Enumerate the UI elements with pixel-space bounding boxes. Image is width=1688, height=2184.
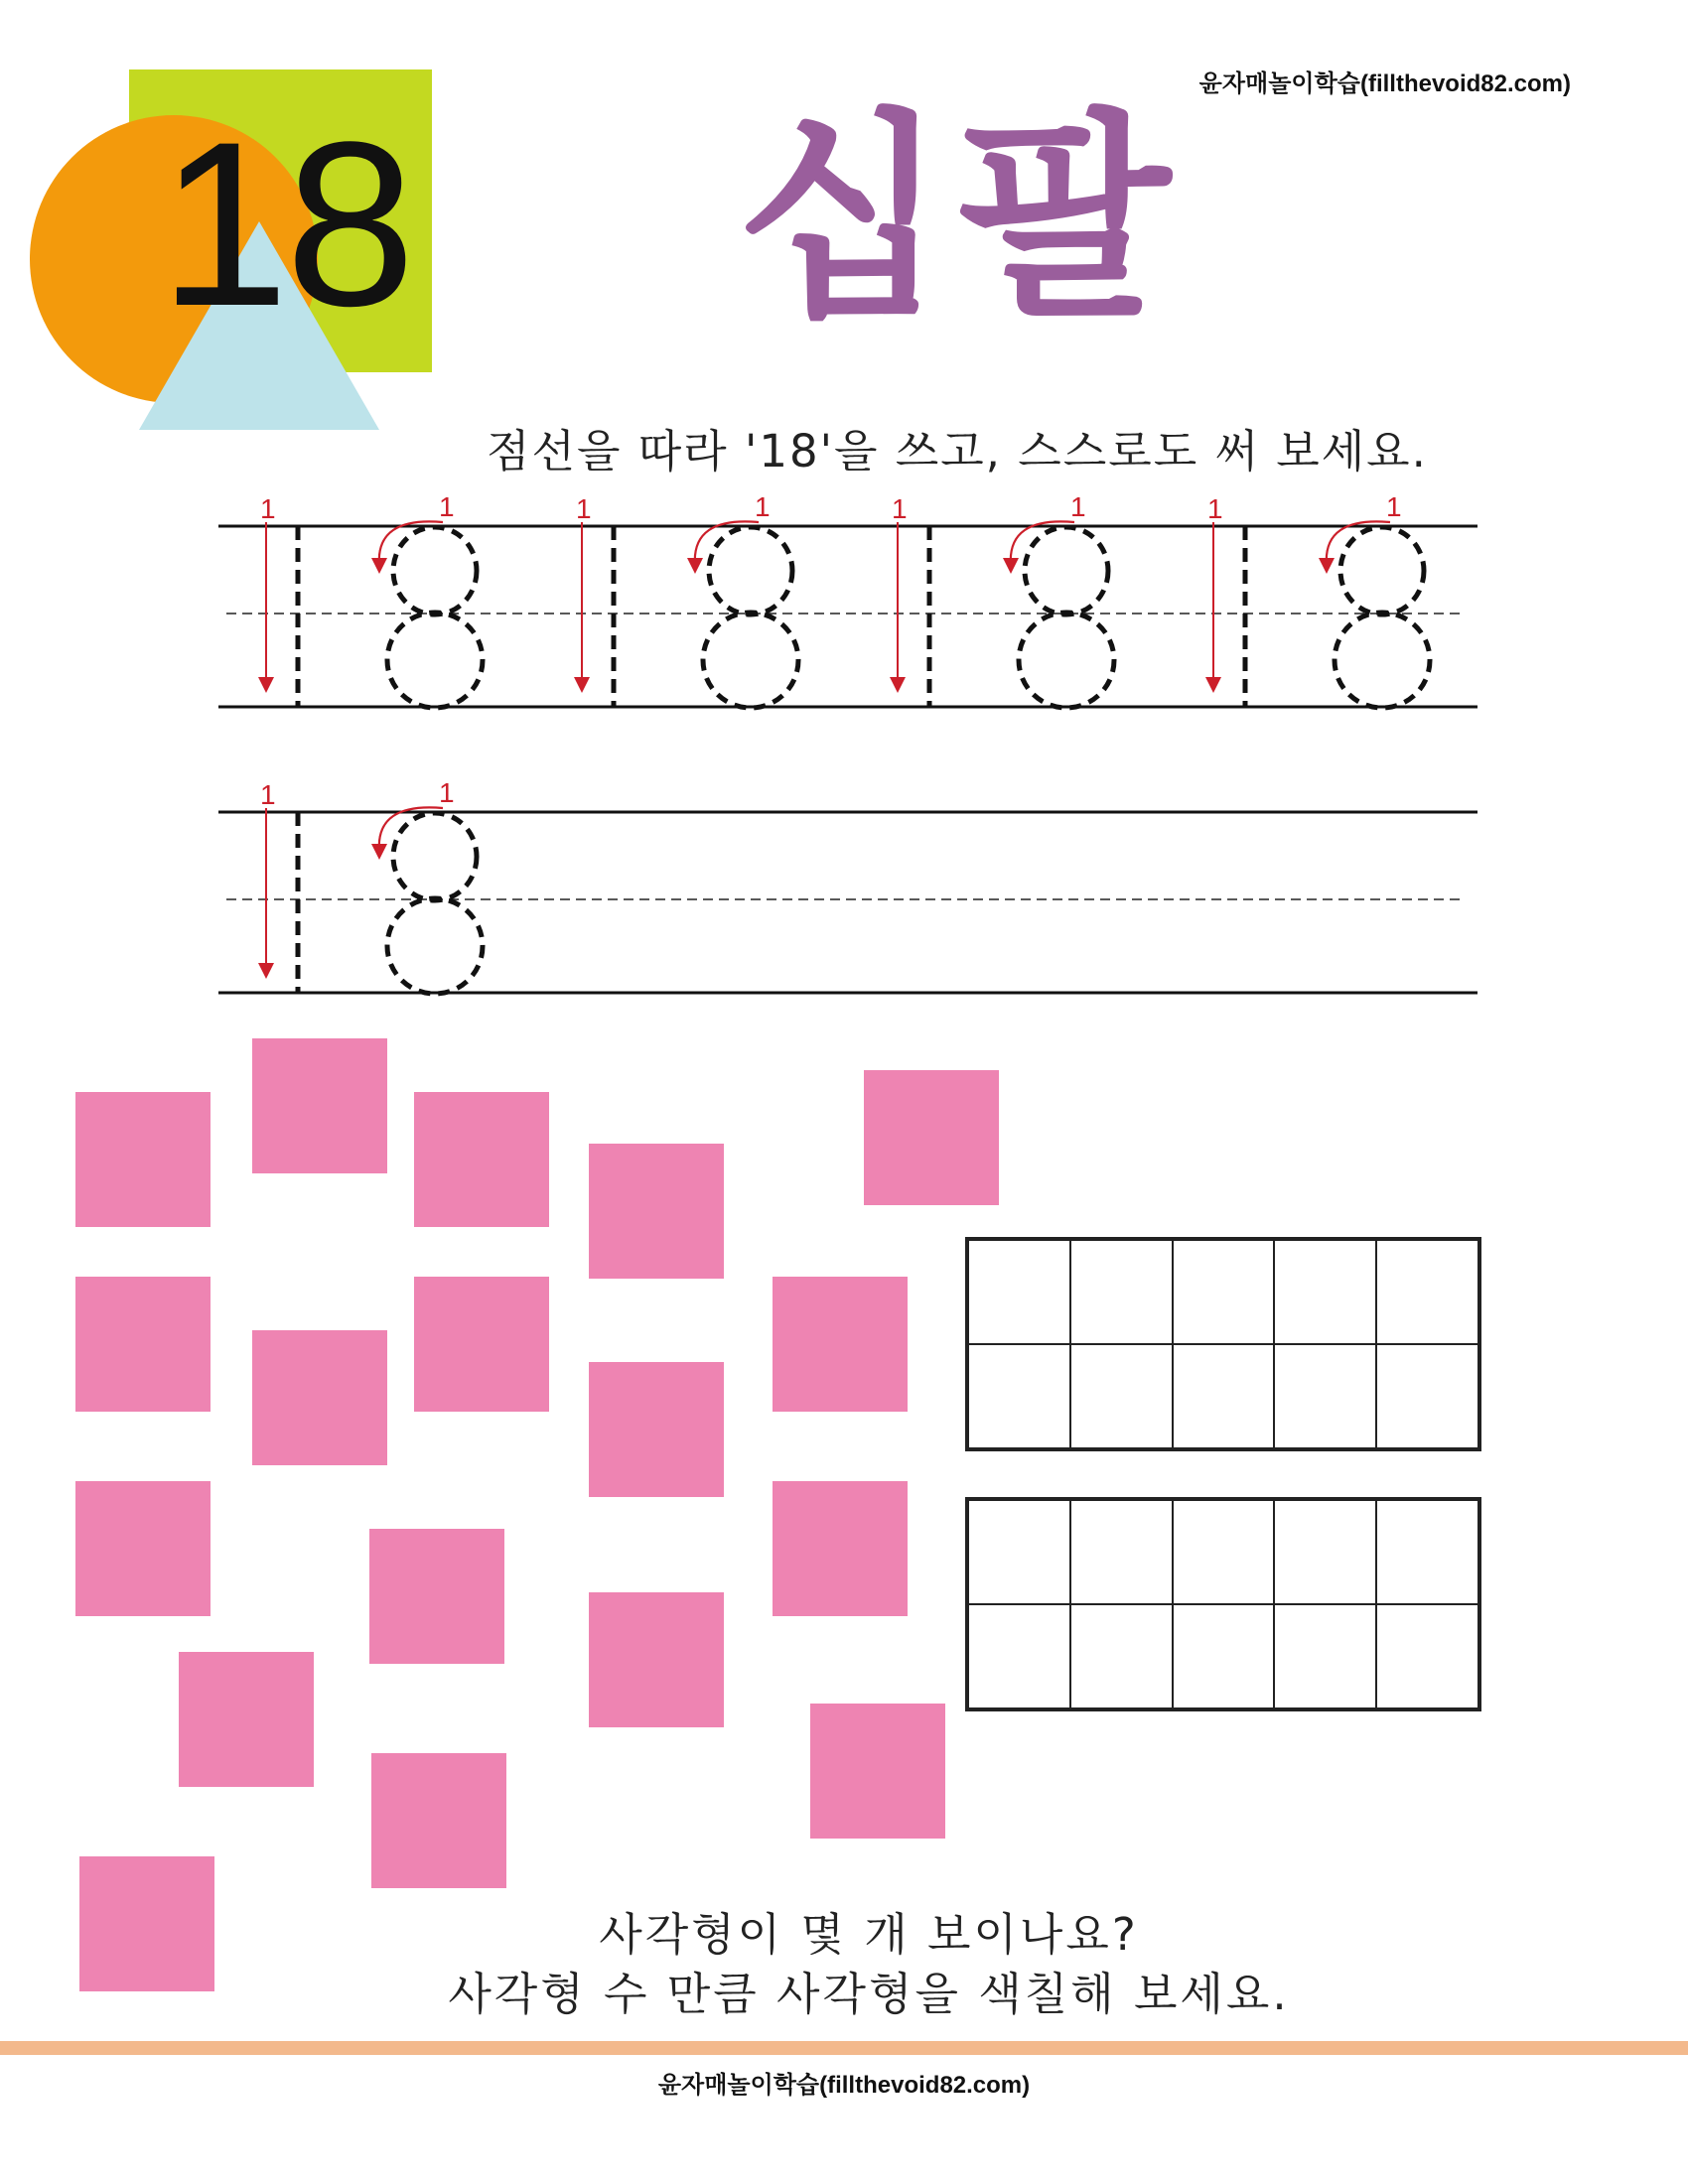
traced-eight-top — [709, 527, 792, 614]
ten-frame-cell[interactable] — [1376, 1604, 1478, 1708]
ten-frame-cell[interactable] — [968, 1604, 1070, 1708]
ten-frame-cell[interactable] — [1173, 1604, 1275, 1708]
ten-frame-cell[interactable] — [1376, 1500, 1478, 1604]
pink-square — [589, 1362, 724, 1497]
curve-arrow-head — [1319, 558, 1335, 574]
site-credit-top: 윤자매놀이학습(fillthevoid82.com) — [1198, 70, 1571, 97]
stroke-order-number: 1 — [439, 777, 455, 808]
curve-arrow-head — [687, 558, 703, 574]
pink-square — [252, 1330, 387, 1465]
ten-frame-cell[interactable] — [1274, 1500, 1376, 1604]
site-credit-bottom: 윤자매놀이학습(fillthevoid82.com) — [657, 2072, 1031, 2099]
ten-frame-cell[interactable] — [1070, 1240, 1173, 1344]
traced-eight-bottom — [1019, 613, 1114, 708]
pink-square — [371, 1753, 506, 1888]
ten-frame-cell[interactable] — [1274, 1604, 1376, 1708]
pink-square — [179, 1652, 314, 1787]
pink-square — [252, 1038, 387, 1173]
ten-frame-cell[interactable] — [1070, 1604, 1173, 1708]
tracing-instruction: 점선을 따라 '18'을 쓰고, 스스로도 써 보세요. — [487, 425, 1428, 478]
pink-square — [75, 1277, 211, 1412]
stroke-order-number: 1 — [260, 779, 276, 810]
pink-square — [75, 1092, 211, 1227]
pink-square — [369, 1529, 504, 1664]
pink-square — [864, 1070, 999, 1205]
ten-frame-cell[interactable] — [1376, 1344, 1478, 1448]
arrow-head — [574, 677, 590, 693]
counting-question: 사각형이 몇 개 보이나요? — [599, 1908, 1139, 1961]
pink-square — [773, 1481, 908, 1616]
arrow-head — [890, 677, 906, 693]
pink-square — [589, 1144, 724, 1279]
page-title: 십팔 — [735, 91, 1181, 347]
ten-frame-cell[interactable] — [1173, 1240, 1275, 1344]
stroke-order-number: 1 — [892, 493, 908, 524]
ten-frame-2[interactable] — [965, 1497, 1481, 1711]
traced-eight-bottom — [703, 613, 798, 708]
coloring-direction: 사각형 수 만큼 사각형을 색칠해 보세요. — [448, 1968, 1290, 2020]
ten-frame-cell[interactable] — [1173, 1344, 1275, 1448]
stroke-order-number: 1 — [1386, 491, 1402, 522]
curve-arrow-head — [371, 844, 387, 860]
ten-frame-cell[interactable] — [1274, 1344, 1376, 1448]
pink-square — [75, 1481, 211, 1616]
traced-eight-top — [393, 527, 477, 614]
footer-bar — [0, 2041, 1688, 2055]
pink-square — [414, 1092, 549, 1227]
stroke-order-number: 1 — [1070, 491, 1086, 522]
badge-number: 18 — [159, 93, 412, 355]
curve-arrow-head — [1003, 558, 1019, 574]
pink-square — [589, 1592, 724, 1727]
traced-eight-top — [1025, 527, 1108, 614]
stroke-order-number: 1 — [260, 493, 276, 524]
traced-eight-top — [393, 813, 477, 900]
ten-frame-cell[interactable] — [968, 1240, 1070, 1344]
traced-eight-bottom — [387, 613, 483, 708]
traced-eight-bottom — [387, 898, 483, 994]
ten-frame-cell[interactable] — [968, 1500, 1070, 1604]
ten-frame-cell[interactable] — [968, 1344, 1070, 1448]
arrow-head — [258, 677, 274, 693]
pink-square — [810, 1704, 945, 1839]
stroke-order-number: 1 — [439, 491, 455, 522]
pink-square — [773, 1277, 908, 1412]
ten-frame-cell[interactable] — [1173, 1500, 1275, 1604]
curve-arrow-head — [371, 558, 387, 574]
ten-frame-cell[interactable] — [1274, 1240, 1376, 1344]
arrow-head — [258, 963, 274, 979]
arrow-head — [1205, 677, 1221, 693]
ten-frame-cell[interactable] — [1376, 1240, 1478, 1344]
stroke-order-number: 1 — [576, 493, 592, 524]
stroke-order-number: 1 — [1207, 493, 1223, 524]
stroke-order-number: 1 — [755, 491, 771, 522]
ten-frame-cell[interactable] — [1070, 1500, 1173, 1604]
traced-eight-bottom — [1335, 613, 1430, 708]
pink-square — [414, 1277, 549, 1412]
ten-frame-cell[interactable] — [1070, 1344, 1173, 1448]
tracing-worksheet — [0, 0, 1688, 1042]
ten-frame-1[interactable] — [965, 1237, 1481, 1451]
traced-eight-top — [1340, 527, 1424, 614]
